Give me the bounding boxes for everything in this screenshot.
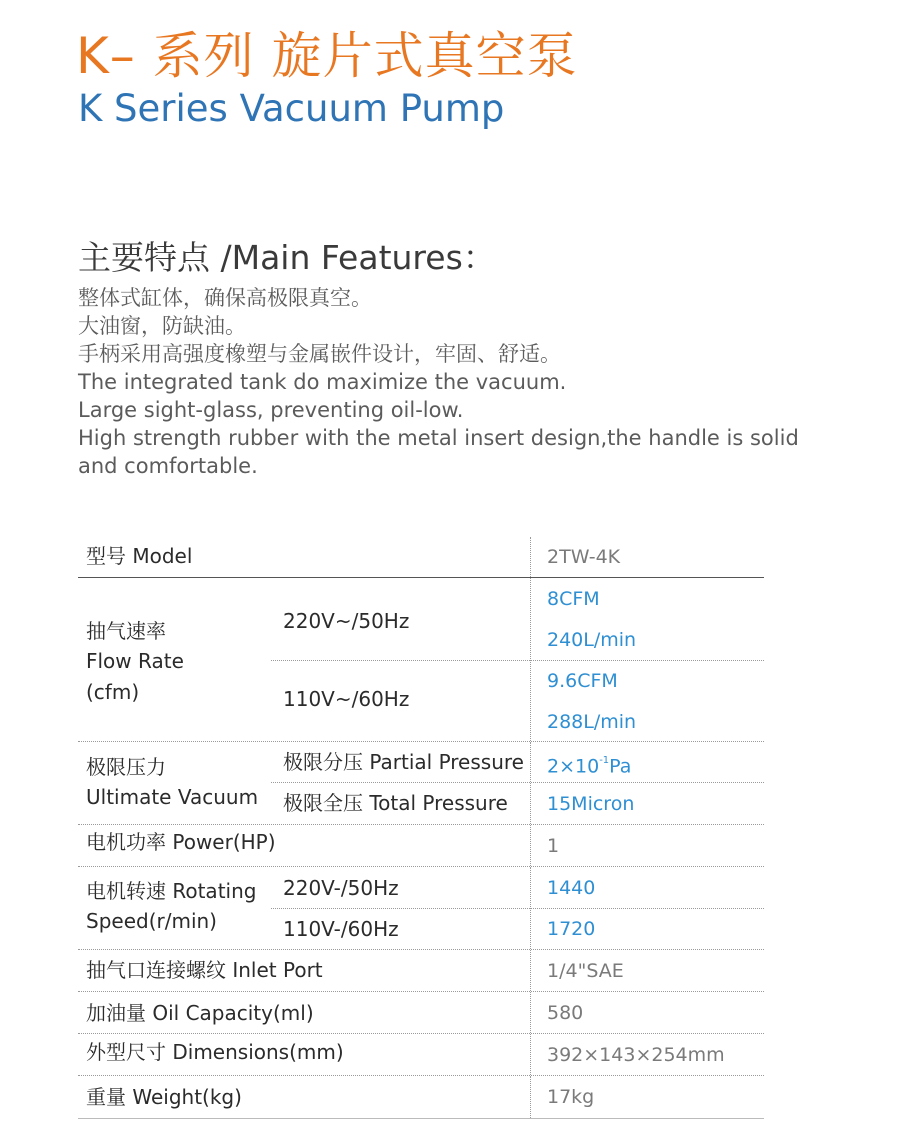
flow-220-label: 220V~/50Hz [283,609,410,633]
feature-line: and comfortable. [78,454,258,478]
spec-row-ultimate-vacuum [78,742,764,825]
vacuum-label-cn: 极限压力 [86,755,166,779]
page-title-english: K Series Vacuum Pump [78,87,505,130]
spec-row-rotating-speed [78,867,764,950]
page-title-chinese: K– 系列 旋片式真空泵 [76,27,578,85]
spec-row-model [78,537,764,578]
column-divider [530,537,531,577]
total-pressure-value: 15Micron [547,793,635,815]
sub-divider [271,782,764,783]
features-list [78,284,868,480]
speed-110-label: 110V-/60Hz [283,917,399,941]
spec-row-inlet-port [78,950,764,992]
features-heading: 主要特点 /Main Features： [78,238,496,277]
speed-220-value: 1440 [547,877,596,899]
sub-divider [271,908,764,909]
power-value: 1 [547,835,560,857]
total-pressure-label: 极限全压 Total Pressure [283,791,508,815]
column-divider [530,1034,531,1075]
weight-label: 重量 Weight(kg) [86,1085,242,1109]
inlet-label: 抽气口连接螺纹 Inlet Port [86,958,323,982]
column-divider [530,950,531,991]
flow-110-label: 110V~/60Hz [283,687,410,711]
flow-110-cfm: 9.6CFM [547,670,618,692]
model-label: 型号 Model [86,544,193,568]
flow-label-unit: (cfm) [86,680,140,704]
partial-pressure-value: $2\times 10^{-1}Pa$ [547,755,632,778]
spec-row-flow-rate [78,578,764,742]
speed-label-2: Speed(r/min) [86,909,217,933]
main-features-section [78,236,868,480]
oil-label: 加油量 Oil Capacity(ml) [86,1001,314,1025]
feature-line: Large sight-glass, preventing oil-low. [78,398,464,422]
speed-label-1: 电机转速 Rotating [86,879,257,903]
model-value: 2TW-4K [547,546,621,568]
partial-pressure-label: 极限分压 Partial Pressure [283,750,524,774]
feature-line: 手柄采用高强度橡塑与金属嵌件设计，牢固、舒适。 [78,342,561,366]
column-divider [530,825,531,866]
speed-110-value: 1720 [547,918,596,940]
spec-row-oil-capacity [78,992,764,1034]
inlet-value: 1/4"SAE [547,960,624,982]
speed-220-label: 220V-/50Hz [283,876,399,900]
flow-110-lmin: 288L/min [547,711,637,733]
spec-row-weight [78,1076,764,1119]
vacuum-label-en: Ultimate Vacuum [86,785,259,809]
feature-line: 大油窗，防缺油。 [78,314,246,338]
oil-value: 580 [547,1002,584,1024]
feature-line: The integrated tank do maximize the vacuum. [78,370,567,394]
weight-value: 17kg [547,1086,595,1108]
sub-divider [271,660,764,661]
flow-label-en: Flow Rate [86,649,184,673]
dimensions-value: 392×143×254mm [547,1044,725,1066]
feature-line: 整体式缸体，确保高极限真空。 [78,286,372,310]
spec-row-power [78,825,764,867]
column-divider [530,992,531,1033]
flow-label-cn: 抽气速率 [86,619,166,643]
feature-line: High strength rubber with the metal insert design,the handle is solid [78,426,799,450]
column-divider [530,1076,531,1118]
column-divider [530,742,531,824]
spec-table [78,537,764,1119]
power-label: 电机功率 Power(HP) [86,830,276,854]
flow-220-lmin: 240L/min [547,629,637,651]
spec-row-dimensions [78,1034,764,1076]
dimensions-label: 外型尺寸 Dimensions(mm) [86,1040,344,1064]
flow-220-cfm: 8CFM [547,588,600,610]
